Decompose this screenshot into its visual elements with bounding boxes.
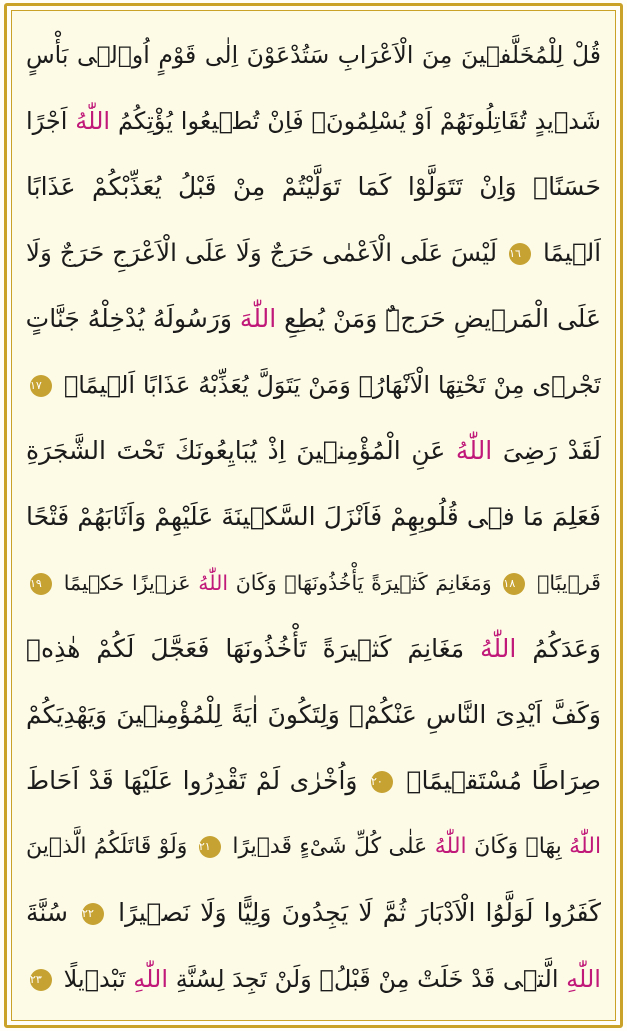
text-segment: سُنَّةَ <box>26 898 68 927</box>
text-segment: صِرَاطًا مُسْتَقٖيمًاۙ <box>406 766 601 795</box>
ayah-number-marker: ٢١ <box>199 836 221 858</box>
text-segment: اَجْرًا <box>26 107 68 135</box>
text-segment: كَفَرُوا لَوَلَّوُا الْاَدْبَارَ ثُمَّ لَا يَجِدُونَ وَلِيًّا وَلَا نَصٖيرًا <box>118 898 601 927</box>
ayah-number-marker: ١٧ <box>30 375 52 397</box>
text-segment: اَلٖيمًا <box>543 238 601 267</box>
text-segment: حَسَنًاۚ وَاِنْ تَتَوَلَّوْا كَمَا تَوَلَّيْتُمْ مِنْ قَبْلُ يُعَذِّبْكُمْ عَذَابًا <box>26 172 601 201</box>
ayah-number-marker: ١٨ <box>503 573 525 595</box>
text-segment: مَغَانِمَ كَثٖيرَةً تَأْخُذُونَهَا فَعَجَّلَ لَكُمْ هٰذِهٖ <box>26 634 465 663</box>
text-segment: الَّتٖى قَدْ خَلَتْ مِنْ قَبْلُۚ وَلَنْ تَجِدَ لِسُنَّةِ <box>175 965 559 993</box>
ayah-number-marker: ١٦ <box>509 243 531 265</box>
divine-name: اللّٰهِ <box>566 965 601 993</box>
text-line-11 <box>26 682 601 748</box>
divine-name: اللّٰهُ <box>455 436 493 465</box>
text-line-4 <box>26 220 601 286</box>
divine-name: اللّٰهَ <box>239 304 277 333</box>
ayah-number-marker: ٢٣ <box>30 969 52 991</box>
ayah-number-marker: ١٩ <box>30 573 52 595</box>
text-segment: لَيْسَ عَلَى الْاَعْمٰى حَرَجٌ وَلَا عَلَى الْاَعْرَجِ حَرَجٌ وَلَا <box>26 238 498 267</box>
text-segment: تَبْدٖيلًا <box>63 965 126 993</box>
text-line-9 <box>26 550 601 616</box>
text-line-7 <box>26 418 601 484</box>
text-segment: عَزٖيزًا حَكٖيمًا <box>63 571 191 595</box>
text-line-1 <box>26 22 601 88</box>
ayah-number-marker: ٢٢ <box>82 903 104 925</box>
divine-name: اللّٰهُ <box>434 834 467 859</box>
text-line-15 <box>26 946 601 1012</box>
divine-name: اللّٰهُ <box>75 107 111 135</box>
text-segment: وَمَغَانِمَ كَثٖيرَةً يَأْخُذُونَهَاۜ وَكَانَ <box>235 571 492 595</box>
divine-name: اللّٰهُ <box>480 634 517 663</box>
text-segment: قَرٖيبًاۙ <box>537 571 601 595</box>
divine-name: اللّٰهُ <box>569 834 601 859</box>
text-line-10 <box>26 616 601 682</box>
text-line-3 <box>26 154 601 220</box>
quran-text-block <box>26 22 601 1012</box>
text-segment: لَقَدْ رَضِىَ <box>502 436 601 465</box>
text-line-6 <box>26 352 601 418</box>
text-line-5 <box>26 286 601 352</box>
divine-name: اللّٰهِ <box>133 965 169 993</box>
ayah-number-marker: ٢٠ <box>371 771 393 793</box>
text-line-14 <box>26 880 601 946</box>
text-line-12 <box>26 748 601 814</box>
text-line-8 <box>26 484 601 550</box>
text-segment: وَعَدَكُمُ <box>532 634 601 663</box>
text-segment: قُلْ لِلْمُخَلَّفٖينَ مِنَ الْاَعْرَابِ سَتُدْعَوْنَ اِلٰى قَوْمٍ اُو۬لٖى بَأْسٍ <box>26 41 601 69</box>
text-line-2 <box>26 88 601 154</box>
divine-name: اللّٰهُ <box>198 571 229 595</box>
text-segment: وَاُخْرٰى لَمْ تَقْدِرُوا عَلَيْهَا قَدْ اَحَاطَ <box>26 766 358 795</box>
text-segment: عَلٰى كُلِّ شَىْءٍ قَدٖيرًا <box>232 834 428 859</box>
text-segment: وَرَسُولَهُ يُدْخِلْهُ جَنَّاتٍ <box>26 304 232 333</box>
text-segment: وَلَوْ قَاتَلَكُمُ الَّذٖينَ <box>26 834 188 859</box>
text-segment: بِهَاۜ وَكَانَ <box>474 834 562 859</box>
text-segment: عَلَى الْمَرٖيضِ حَرَجٌۜ وَمَنْ يُطِعِ <box>284 304 601 333</box>
text-segment: فَعَلِمَ مَا فٖى قُلُوبِهِمْ فَاَنْزَلَ السَّكٖينَةَ عَلَيْهِمْ وَاَثَابَهُمْ فَتْحًا <box>26 502 601 531</box>
text-segment: عَنِ الْمُؤْمِنٖينَ اِذْ يُبَايِعُونَكَ تَحْتَ الشَّجَرَةِ <box>26 436 446 465</box>
text-segment: وَكَفَّ اَيْدِىَ النَّاسِ عَنْكُمْۚ وَلِتَكُونَ اٰيَةً لِلْمُؤْمِنٖينَ وَيَهْدِيَكُمْ <box>26 700 601 729</box>
text-segment: تَجْرٖى مِنْ تَحْتِهَا الْاَنْهَارُۚ وَمَنْ يَتَوَلَّ يُعَذِّبْهُ عَذَابًا اَلٖيمًاۚ <box>63 371 601 399</box>
text-line-13 <box>26 814 601 880</box>
text-segment: شَدٖيدٍ تُقَاتِلُونَهُمْ اَوْ يُسْلِمُونَۚ فَاِنْ تُطٖيعُوا يُؤْتِكُمُ <box>117 107 601 135</box>
